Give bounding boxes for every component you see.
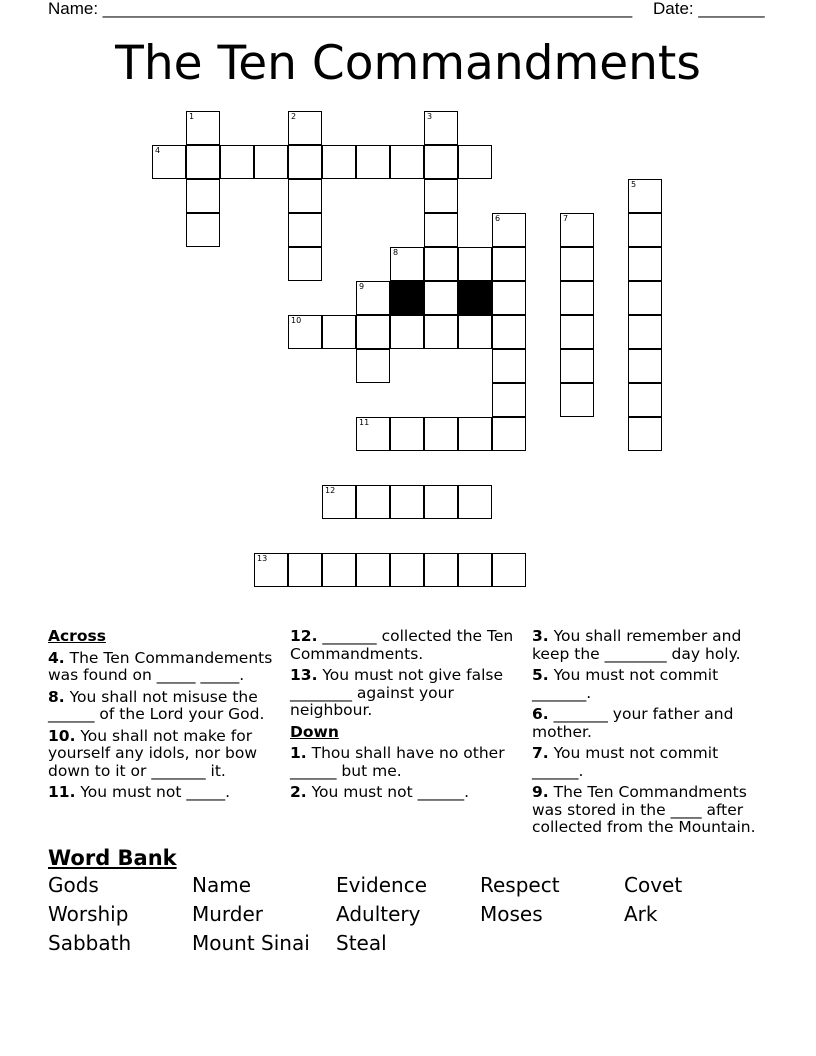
grid-cell[interactable] [458,553,492,587]
clue-text: You must not give false ________ against your neighbour. [290,666,504,719]
clues-column-3 [532,628,768,841]
grid-cell[interactable] [628,179,662,213]
grid-cell[interactable] [356,485,390,519]
grid-cell[interactable] [628,349,662,383]
grid-cell[interactable] [356,349,390,383]
grid-cell[interactable] [560,349,594,383]
grid-cell[interactable] [288,247,322,281]
grid-cell[interactable] [424,111,458,145]
clue-number: 12 [325,486,336,495]
grid-cell[interactable] [492,553,526,587]
clue-text: You shall remember and keep the ________ day holy. [532,627,742,663]
grid-cell[interactable] [186,213,220,247]
grid-cell[interactable] [254,553,288,587]
grid-cell[interactable] [356,145,390,179]
clue [48,784,284,802]
grid-cell[interactable] [322,145,356,179]
grid-block [458,281,492,315]
clue [532,745,768,780]
grid-block [390,281,424,315]
clue-number: 1 [189,112,195,121]
grid-cell[interactable] [424,281,458,315]
clue-number: 1. [290,744,307,762]
grid-cell[interactable] [288,315,322,349]
clue-text: _______ collected the Ten Commandments. [290,627,514,663]
grid-cell[interactable] [322,315,356,349]
grid-cell[interactable] [628,315,662,349]
clue-number: 6 [495,214,501,223]
clue-number: 4 [155,146,161,155]
word-bank-item: Ark [624,902,658,926]
clue [290,784,520,802]
grid-cell[interactable] [356,315,390,349]
clue-number: 10 [291,316,302,325]
page-title: The Ten Commandments [115,36,701,91]
grid-cell[interactable] [152,145,186,179]
grid-cell[interactable] [492,383,526,417]
grid-cell[interactable] [288,553,322,587]
grid-cell[interactable] [390,247,424,281]
grid-cell[interactable] [390,145,424,179]
grid-cell[interactable] [424,179,458,213]
word-bank-item: Worship [48,902,129,926]
grid-cell[interactable] [492,281,526,315]
grid-cell[interactable] [628,213,662,247]
grid-cell[interactable] [186,145,220,179]
grid-cell[interactable] [560,213,594,247]
clue [290,667,520,720]
grid-cell[interactable] [254,145,288,179]
clue-number: 8. [48,687,65,706]
word-bank-title: Word Bank [48,846,177,870]
clue-number: 3 [427,112,433,121]
grid-cell[interactable] [356,553,390,587]
grid-cell[interactable] [322,485,356,519]
clue-text: You must not _____. [75,783,231,801]
grid-cell[interactable] [424,485,458,519]
clue-number: 2. [290,783,307,801]
grid-cell[interactable] [628,281,662,315]
clue-number: 10. [48,726,76,745]
grid-cell[interactable] [492,213,526,247]
grid-cell[interactable] [424,315,458,349]
word-bank-item: Moses [480,902,543,926]
clues-column-2 [290,628,520,806]
grid-cell[interactable] [458,247,492,281]
grid-cell[interactable] [628,383,662,417]
clue [532,784,768,837]
clue [290,628,520,663]
grid-cell[interactable] [390,553,424,587]
clue-number: 11. [48,783,76,801]
grid-cell[interactable] [356,281,390,315]
grid-cell[interactable] [560,281,594,315]
word-bank-item: Name [192,873,252,897]
clue-text: You must not ______. [306,783,469,801]
grid-cell[interactable] [560,315,594,349]
clue [532,628,768,663]
word-bank-item: Gods [48,873,99,897]
grid-cell[interactable] [492,315,526,349]
grid-cell[interactable] [390,485,424,519]
grid-cell[interactable] [458,145,492,179]
word-bank-item: Covet [624,873,683,897]
word-bank-item: Sabbath [48,931,132,955]
clue [48,728,284,781]
clue-text: Thou shall have no other ______ but me. [290,744,505,780]
clue-number: 5. [532,666,549,684]
word-bank-item: Steal [336,931,387,955]
clue-text: You shall not make for yourself any idols, nor bow down to it or _______ it. [48,726,258,780]
clue-text: You must not commit ______. [532,744,719,780]
grid-cell[interactable] [424,145,458,179]
grid-cell[interactable] [492,349,526,383]
grid-cell[interactable] [424,213,458,247]
clue-number: 6. [532,705,549,723]
clue [532,706,768,741]
grid-cell[interactable] [288,111,322,145]
grid-cell[interactable] [424,417,458,451]
clue [48,650,284,685]
clue-number: 13. [290,666,318,684]
grid-cell[interactable] [220,145,254,179]
clue-number: 8 [393,248,399,257]
across-heading: Across [48,627,106,645]
clue-number: 9 [359,282,365,291]
word-bank-item: Respect [480,873,560,897]
clue-text: The Ten Commandments was stored in the ____ after collected from the Mountain. [532,783,756,836]
clue-text: The Ten Commandements was found on _____ _____. [48,648,273,684]
clue-text: _______ your father and mother. [532,705,734,741]
grid-cell[interactable] [186,111,220,145]
grid-cell[interactable] [288,179,322,213]
date-field[interactable]: Date: _______ [653,0,765,18]
clue-number: 7 [563,214,569,223]
clue-text: You shall not misuse the ______ of the Lord your God. [48,687,265,723]
grid-cell[interactable] [628,417,662,451]
down-heading: Down [290,722,339,741]
grid-cell[interactable] [356,417,390,451]
clue-number: 9. [532,783,549,801]
clue-number: 13 [257,554,268,563]
clue-number: 3. [532,627,549,645]
word-bank [48,872,768,957]
grid-cell[interactable] [458,315,492,349]
clue-number: 5 [631,180,637,189]
clues-column-1 [48,628,284,806]
grid-cell[interactable] [390,315,424,349]
grid-cell[interactable] [560,383,594,417]
grid-cell[interactable] [288,145,322,179]
clue [532,667,768,702]
clue [48,689,284,724]
name-field[interactable]: Name: ________________________________________________________ [48,0,633,18]
grid-cell[interactable] [186,179,220,213]
grid-cell[interactable] [322,553,356,587]
grid-cell[interactable] [458,485,492,519]
word-bank-item: Evidence [336,873,428,897]
clue-text: You must not commit _______. [532,666,719,702]
grid-cell[interactable] [560,247,594,281]
grid-cell[interactable] [424,553,458,587]
word-bank-item: Mount Sinai [192,931,310,955]
clue [290,745,520,780]
grid-cell[interactable] [288,213,322,247]
grid-cell[interactable] [492,417,526,451]
clue-number: 4. [48,648,65,667]
grid-cell[interactable] [458,417,492,451]
grid-cell[interactable] [424,247,458,281]
clue-number: 12. [290,627,318,645]
clue-number: 11 [359,418,370,427]
word-bank-item: Murder [192,902,264,926]
grid-cell[interactable] [628,247,662,281]
grid-cell[interactable] [390,417,424,451]
word-bank-item: Adultery [336,902,421,926]
grid-cell[interactable] [492,247,526,281]
clue-number: 7. [532,744,549,762]
clue-number: 2 [291,112,297,121]
